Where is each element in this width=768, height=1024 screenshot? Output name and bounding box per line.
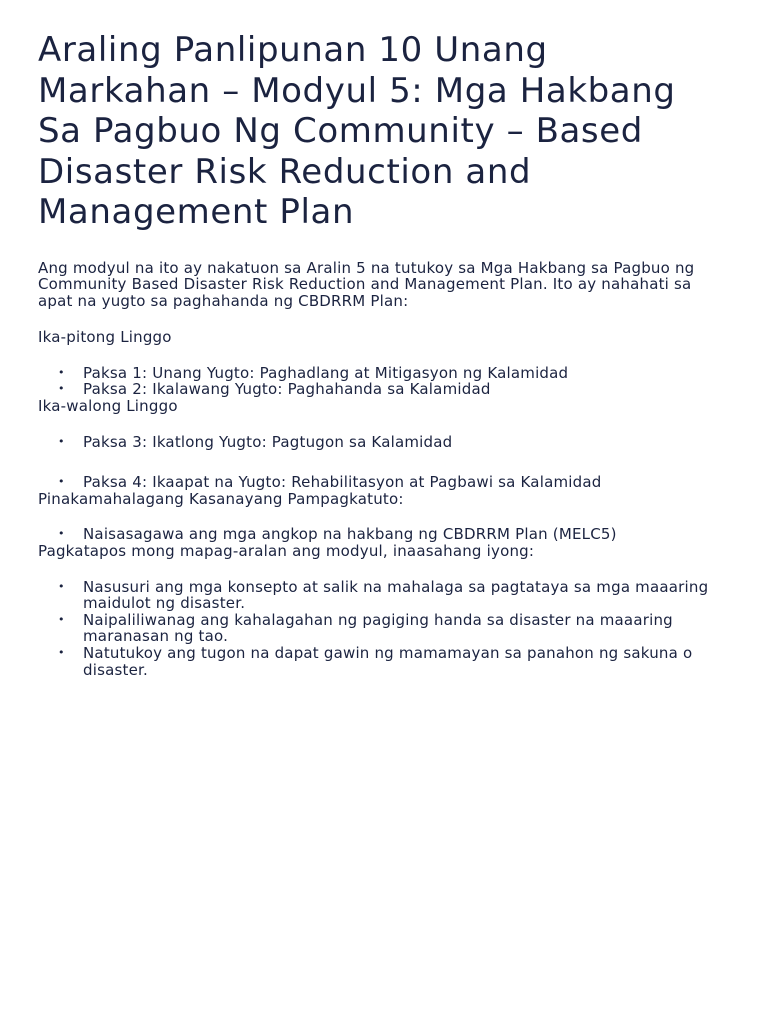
competency-heading: Pinakamahalagang Kasanayang Pampagkatuto:: [38, 489, 404, 508]
list-item: • Paksa 3: Ikatlong Yugto: Pagtugon sa Kalamidad: [38, 434, 728, 451]
intro-paragraph: Ang modyul na ito ay nakatuon sa Aralin 5 na tutukoy sa Mga Hakbang sa Pagbuo ng Community Based Disaster Risk Reduction and Management Plan. Ito ay nahahati sa apat na yugto sa paghahanda ng CBDRRM Plan:: [38, 258, 695, 310]
document-body: [38, 260, 728, 679]
list-item: • Nasusuri ang mga konsepto at salik na mahalaga sa pagtataya sa mga maaaring maidulot ng disaster.: [38, 579, 728, 612]
list-item: • Paksa 2: Ikalawang Yugto: Paghahanda sa Kalamidad: [38, 381, 728, 398]
document-page: [38, 30, 728, 678]
week-seven-heading: Ika-pitong Linggo: [38, 328, 172, 347]
list-item: • Paksa 1: Unang Yugto: Paghadlang at Mitigasyon ng Kalamidad: [38, 365, 728, 382]
week-seven-topic-list: [38, 365, 728, 398]
week-eight-heading: Ika-walong Linggo: [38, 397, 178, 416]
week-eight-topic-list-a: [38, 434, 728, 451]
objectives-list: [38, 579, 728, 679]
objectives-heading: Pagkatapos mong mapag-aralan ang modyul, inaasahang iyong:: [38, 542, 535, 561]
competency-list: [38, 526, 728, 543]
list-item: • Naisasagawa ang mga angkop na hakbang ng CBDRRM Plan (MELC5): [38, 526, 728, 543]
page-title: Araling Panlipunan 10 Unang Markahan – Modyul 5: Mga Hakbang Sa Pagbuo Ng Community – Based Disaster Risk Reduction and Management Plan: [38, 30, 676, 232]
list-item: • Natutukoy ang tugon na dapat gawin ng mamamayan sa panahon ng sakuna o disaster.: [38, 645, 728, 678]
week-eight-topic-list-b: [38, 474, 728, 491]
list-item: • Paksa 4: Ikaapat na Yugto: Rehabilitasyon at Pagbawi sa Kalamidad: [38, 474, 728, 491]
list-item: • Naipaliliwanag ang kahalagahan ng pagiging handa sa disaster na maaaring maranasan ng tao.: [38, 612, 728, 645]
